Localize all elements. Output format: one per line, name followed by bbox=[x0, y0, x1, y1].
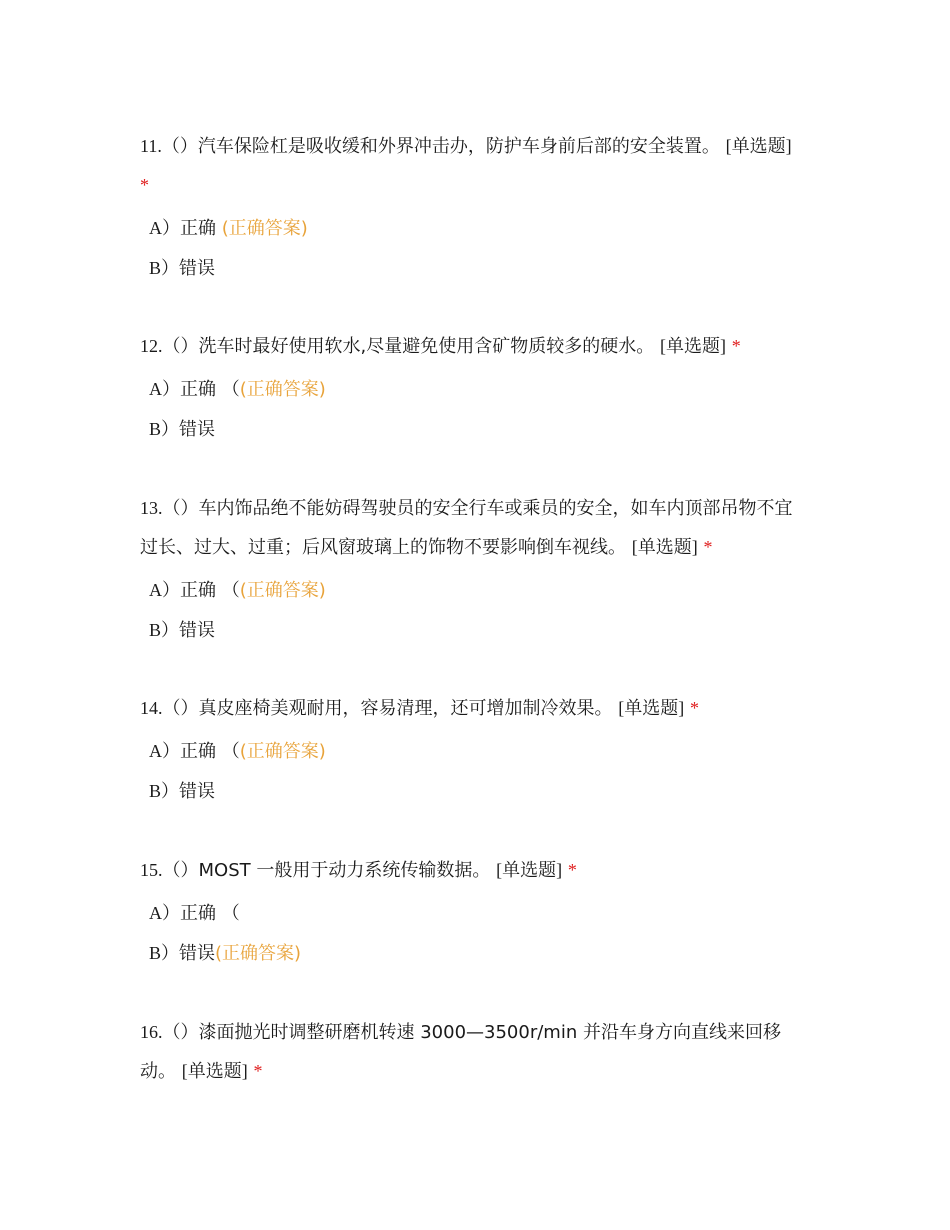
question-stem bbox=[140, 689, 805, 728]
question-type: [单选题] bbox=[618, 698, 685, 718]
correct-answer-tag: (正确答案) bbox=[215, 943, 302, 964]
option-a[interactable] bbox=[149, 374, 805, 414]
option-letter: B bbox=[149, 781, 162, 801]
option-letter: A bbox=[149, 218, 162, 238]
option-label: ）错误 bbox=[161, 943, 216, 964]
question-type: [单选题] bbox=[631, 537, 698, 557]
option-list bbox=[140, 898, 805, 978]
question-number: 11. bbox=[140, 136, 162, 156]
option-letter: B bbox=[149, 258, 162, 278]
option-a[interactable] bbox=[149, 736, 805, 776]
option-b[interactable] bbox=[149, 776, 805, 816]
question-text: （）漆面抛光时调整研磨机转速 3000—3500r/min 并沿车身方向直线来回移动。 bbox=[140, 1022, 781, 1082]
option-letter: B bbox=[149, 943, 162, 963]
correct-answer-tag: (正确答案) bbox=[221, 218, 308, 239]
required-mark: * bbox=[567, 860, 577, 880]
question-text: （）汽车保险杠是吸收缓和外界冲击办，防护车身前后部的安全装置。 bbox=[161, 136, 720, 157]
option-b[interactable] bbox=[149, 414, 805, 454]
question-stem bbox=[140, 851, 805, 890]
option-label: ）正确 （ bbox=[162, 379, 240, 400]
option-list bbox=[140, 213, 805, 293]
option-b[interactable] bbox=[149, 615, 805, 655]
required-mark: * bbox=[703, 537, 713, 557]
option-label: ）错误 bbox=[161, 258, 216, 279]
option-a[interactable] bbox=[149, 575, 805, 615]
question-type: [单选题] bbox=[181, 1061, 248, 1081]
question-stem bbox=[140, 1013, 805, 1091]
question-14 bbox=[140, 689, 805, 816]
option-letter: B bbox=[149, 419, 162, 439]
question-type: [单选题] bbox=[496, 860, 563, 880]
question-type: [单选题] bbox=[659, 336, 726, 356]
correct-answer-tag: (正确答案) bbox=[239, 580, 326, 601]
option-b[interactable] bbox=[149, 253, 805, 293]
option-label: ）正确 （ bbox=[162, 741, 240, 762]
option-letter: A bbox=[149, 741, 162, 761]
option-label: ）错误 bbox=[161, 781, 216, 802]
question-type: [单选题] bbox=[725, 136, 792, 156]
option-letter: A bbox=[149, 903, 162, 923]
question-text: （）洗车时最好使用软水,尽量避免使用含矿物质较多的硬水。 bbox=[162, 336, 655, 357]
option-list bbox=[140, 374, 805, 454]
option-label: ）正确 （ bbox=[162, 580, 240, 601]
option-a[interactable] bbox=[149, 898, 805, 938]
required-mark: * bbox=[140, 175, 149, 195]
question-number: 13. bbox=[140, 498, 163, 518]
question-number: 15. bbox=[140, 860, 163, 880]
question-stem bbox=[140, 127, 805, 205]
question-12 bbox=[140, 327, 805, 454]
option-list bbox=[140, 575, 805, 655]
question-16 bbox=[140, 1013, 805, 1091]
option-list bbox=[140, 736, 805, 816]
option-label: ）正确 bbox=[162, 218, 222, 239]
question-text: （）真皮座椅美观耐用，容易清理，还可增加制冷效果。 bbox=[162, 698, 613, 719]
question-11 bbox=[140, 127, 805, 293]
question-number: 14. bbox=[140, 698, 163, 718]
option-letter: A bbox=[149, 580, 162, 600]
question-stem bbox=[140, 327, 805, 366]
question-text: （）MOST 一般用于动力系统传输数据。 bbox=[162, 860, 491, 881]
option-label: ）错误 bbox=[161, 620, 216, 641]
question-13 bbox=[140, 489, 805, 655]
required-mark: * bbox=[689, 698, 699, 718]
option-letter: B bbox=[149, 620, 162, 640]
correct-answer-tag: (正确答案) bbox=[239, 741, 326, 762]
question-number: 12. bbox=[140, 336, 163, 356]
option-a[interactable] bbox=[149, 213, 805, 253]
question-15 bbox=[140, 851, 805, 978]
question-stem bbox=[140, 489, 805, 567]
question-number: 16. bbox=[140, 1022, 163, 1042]
question-text: （）车内饰品绝不能妨碍驾驶员的安全行车或乘员的安全，如车内顶部吊物不宜过长、过大、过重；后风窗玻璃上的饰物不要影响倒车视线。 bbox=[140, 498, 793, 558]
option-label: ）正确 （ bbox=[162, 903, 240, 924]
correct-answer-tag: (正确答案) bbox=[239, 379, 326, 400]
required-mark: * bbox=[253, 1061, 263, 1081]
required-mark: * bbox=[731, 336, 741, 356]
option-label: ）错误 bbox=[161, 419, 216, 440]
option-b[interactable] bbox=[149, 938, 805, 978]
option-letter: A bbox=[149, 379, 162, 399]
